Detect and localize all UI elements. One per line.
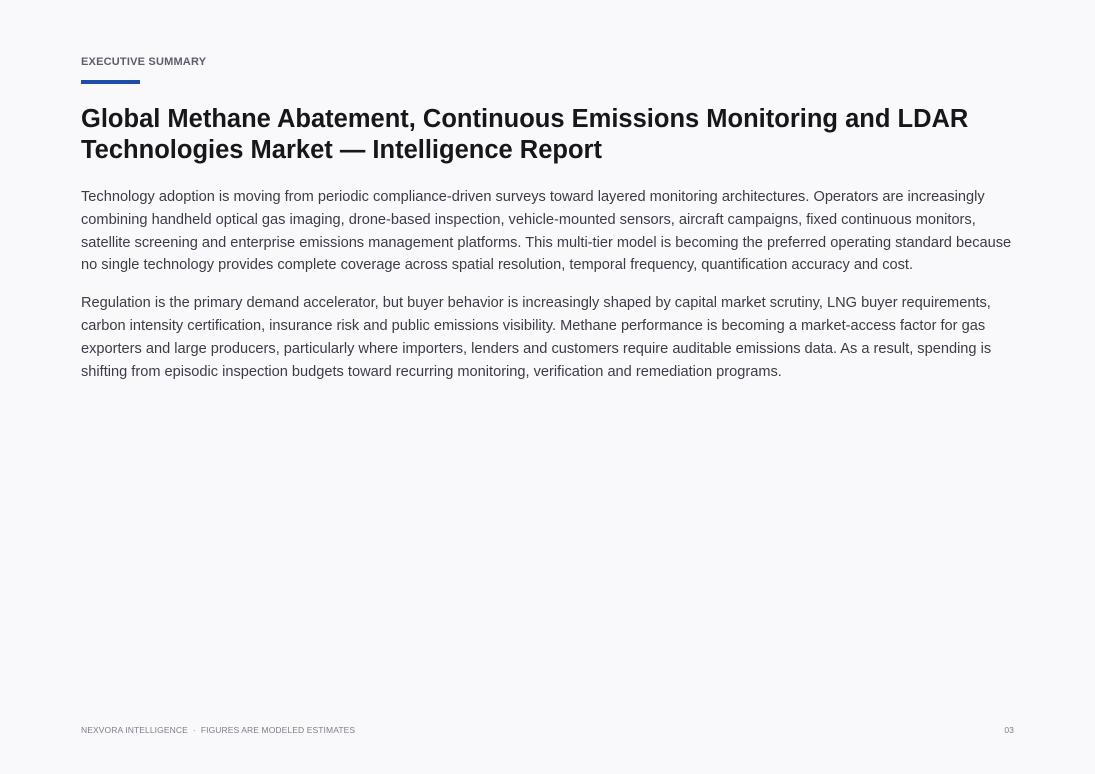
footer-note: FIGURES ARE MODELED ESTIMATES	[200, 725, 356, 735]
page-number: 03	[1004, 725, 1014, 735]
accent-rule	[81, 80, 140, 84]
footer-separator: ·	[192, 725, 196, 735]
page-footer	[81, 725, 1014, 735]
footer-left	[81, 725, 355, 735]
summary-paragraph: Technology adoption is moving from periodic compliance-driven surveys toward layered monitoring architectures. Operators are increasingly combining handheld optical gas imaging, drone-based inspection, vehicle-mounted sensors, aircraft campaigns, fixed continuous monitors, satellite screening and enterprise emissions management platforms. This multi-tier model is becoming the preferred operating standard because no single technology provides complete coverage across spatial resolution, temporal frequency, quantification accuracy and cost.	[81, 189, 1012, 274]
summary-body	[81, 186, 1016, 398]
summary-paragraph: Regulation is the primary demand accelerator, but buyer behavior is increasingly shaped by capital market scrutiny, LNG buyer requirements, carbon intensity certification, insurance risk and public emissions visibility. Methane performance is becoming a market-access factor for gas exporters and large producers, particularly where importers, lenders and customers require auditable emissions data. As a result, spending is shifting from episodic inspection budgets toward recurring monitoring, verification and remediation programs.	[81, 295, 992, 380]
section-eyebrow: EXECUTIVE SUMMARY	[81, 56, 207, 68]
page-title	[81, 104, 1016, 166]
page-title-line-1: Global Methane Abatement, Continuous Emissions Monitoring and LDAR	[81, 105, 969, 133]
report-page	[81, 0, 1016, 774]
footer-brand: NEXVORA INTELLIGENCE	[81, 725, 188, 735]
page-title-line-2: Technologies Market — Intelligence Report	[81, 136, 602, 164]
